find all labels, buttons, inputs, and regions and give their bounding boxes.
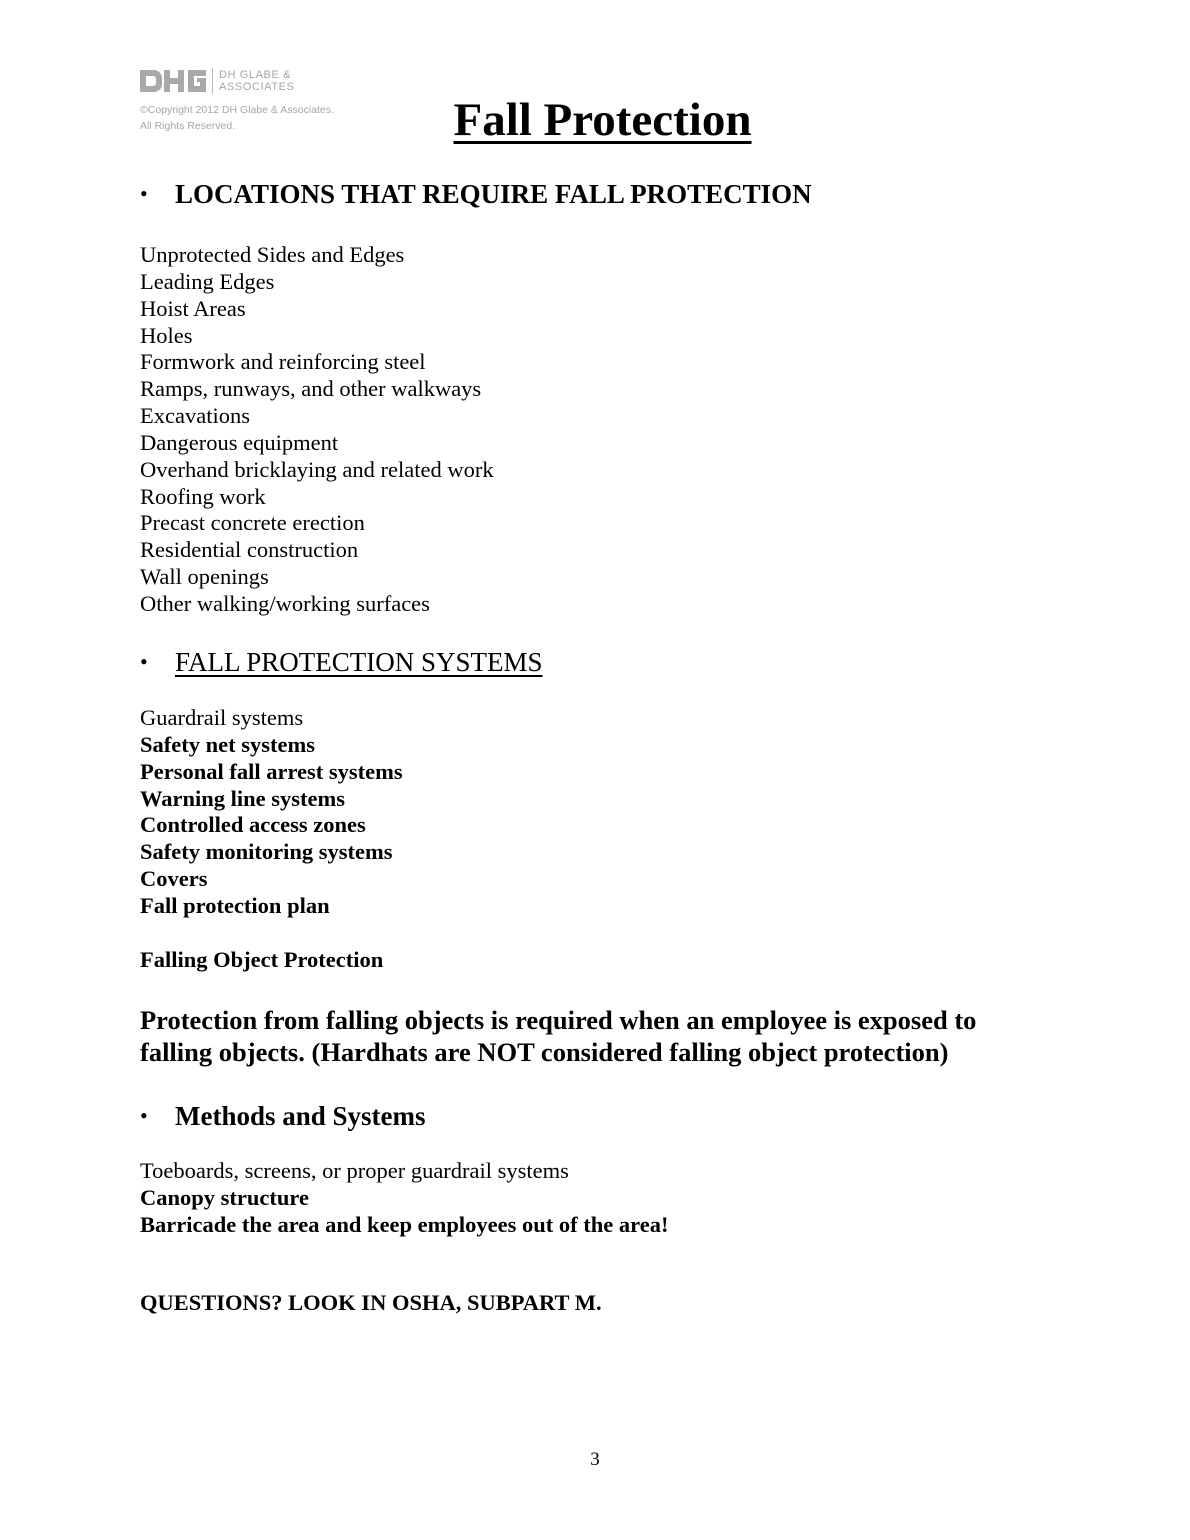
- list-item: Precast concrete erection: [140, 510, 365, 536]
- list-item: Leading Edges: [140, 268, 275, 294]
- list-item: Dangerous equipment: [140, 429, 339, 455]
- list-item: Barricade the area and keep employees out of the area!: [140, 1211, 669, 1237]
- list-item: Fall protection plan: [140, 892, 330, 918]
- section-heading-locations: [140, 177, 812, 211]
- list-item: Wall openings: [140, 564, 269, 590]
- list-item: Other walking/working surfaces: [140, 590, 430, 616]
- page-number: 3: [590, 1449, 600, 1470]
- list-item: Guardrail systems: [140, 705, 304, 730]
- list-item: Personal fall arrest systems: [140, 758, 403, 784]
- section-heading-text: LOCATIONS THAT REQUIRE FALL PROTECTION: [175, 179, 812, 209]
- page-title-text: Fall Protection: [453, 94, 752, 146]
- list-item: Canopy structure: [140, 1184, 309, 1210]
- section-heading-systems: [140, 645, 543, 679]
- list-item: Residential construction: [140, 537, 359, 563]
- list-item: Formwork and reinforcing steel: [140, 349, 426, 375]
- bullet-icon: •: [140, 1103, 148, 1128]
- falling-object-label: Falling Object Protection: [140, 947, 384, 972]
- list-item: Excavations: [140, 403, 250, 429]
- list-item: Hoist Areas: [140, 295, 246, 321]
- company-name-line1: DH GLABE &: [219, 69, 292, 81]
- list-item: Covers: [140, 866, 208, 892]
- falling-object-statement: [140, 1004, 1040, 1068]
- bullet-icon: •: [140, 181, 148, 206]
- list-item: Safety net systems: [140, 731, 315, 757]
- page-title: [0, 90, 1190, 150]
- statement-line1: Protection from falling objects is required when an employee is exposed to: [140, 1005, 977, 1035]
- section-heading-text: Methods and Systems: [175, 1101, 426, 1131]
- list-item: Unprotected Sides and Edges: [140, 242, 405, 267]
- list-item: Overhand bricklaying and related work: [140, 456, 494, 482]
- statement-line2: falling objects. (Hardhats are NOT considered falling object protection): [140, 1037, 949, 1067]
- bullet-icon: •: [140, 649, 148, 674]
- list-item: Warning line systems: [140, 785, 346, 811]
- list-item: Safety monitoring systems: [140, 839, 393, 865]
- company-name-line2: ASSOCIATES: [219, 81, 295, 93]
- closing-note: QUESTIONS? LOOK IN OSHA, SUBPART M.: [140, 1290, 602, 1315]
- section-heading-text: FALL PROTECTION SYSTEMS: [175, 647, 543, 677]
- locations-list: [140, 242, 494, 618]
- section-heading-methods: [140, 1099, 426, 1133]
- systems-list: [140, 705, 403, 920]
- list-item: Ramps, runways, and other walkways: [140, 376, 482, 402]
- list-item: Holes: [140, 322, 193, 348]
- list-item: Roofing work: [140, 483, 266, 509]
- list-item: Toeboards, screens, or proper guardrail systems: [140, 1158, 569, 1183]
- list-item: Controlled access zones: [140, 812, 366, 838]
- copyright-line2: All Rights Reserved.: [140, 120, 236, 132]
- copyright-line1: ©Copyright 2012 DH Glabe & Associates.: [140, 104, 334, 116]
- methods-list: [140, 1158, 668, 1239]
